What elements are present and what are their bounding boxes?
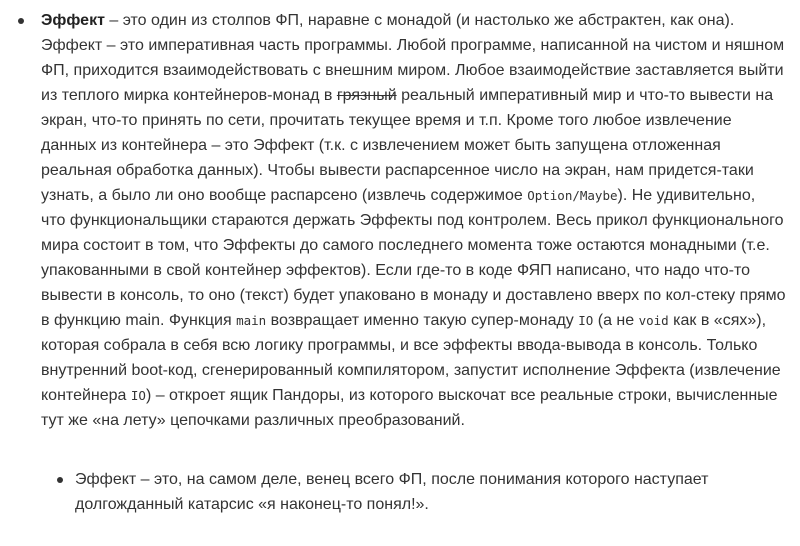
text-run: которая собрала в себя всю логику программы, и все эффекты ввода-вывода в консоль. Только	[41, 337, 758, 354]
inline-code: IO	[130, 388, 146, 403]
text-line	[75, 467, 795, 492]
text-run: реальная обработка данных). Чтобы вывести распарсенное число на экран, нам придется-таки	[41, 162, 754, 179]
text-line	[41, 133, 797, 158]
text-line	[41, 258, 797, 283]
text-run: (а не	[593, 312, 639, 329]
text-run: контейнера	[41, 387, 131, 404]
text-line	[41, 333, 797, 358]
text-line	[41, 383, 797, 408]
inline-code: void	[638, 313, 669, 328]
nested-bullet-list	[75, 467, 795, 517]
text-run: тут же «на лету» цепочками различных преобразований.	[41, 412, 465, 429]
text-run: Эффект – это императивная часть программы. Любой программе, написанной на чистом и няшном	[41, 37, 785, 54]
text-run: – это один из столпов ФП, наравне с монадой (и настолько же абстрактен, как она).	[104, 12, 735, 29]
bold-term: Эффект	[41, 12, 105, 29]
bullet-icon	[57, 477, 63, 483]
inline-code: Option/Maybe	[527, 188, 618, 203]
main-bullet-list	[41, 8, 797, 433]
text-line	[41, 108, 797, 133]
text-run: мира состоит в том, что Эффекты до самого последнего момента тоже остаются монадными (т.е.	[41, 237, 770, 254]
inline-code: main	[236, 313, 267, 328]
text-run: ФП, приходится взаимодействовать с внешним миром. Любое взаимодействие заставляется выйти	[41, 62, 784, 79]
text-line	[41, 283, 797, 308]
text-line	[41, 58, 797, 83]
bullet-icon	[18, 18, 24, 24]
text-line	[41, 33, 797, 58]
text-run: в функцию main. Функция	[41, 312, 237, 329]
inline-code: IO	[578, 313, 594, 328]
text-line	[41, 358, 797, 383]
text-run: ). Не удивительно,	[617, 187, 756, 204]
text-run: что функциональщики стараются держать Эффекты под контролем. Весь прикол функционального	[41, 212, 784, 229]
text-run: внутренний boot-код, сгенерированный компилятором, запустит исполнение Эффекта (извлечение	[41, 362, 781, 379]
text-run: как в «сях»),	[668, 312, 767, 329]
text-line	[75, 492, 795, 517]
text-run: узнать, а было ли оно вообще распарсено (извлечь содержимое	[41, 187, 528, 204]
paragraph-text	[75, 467, 795, 517]
text-run: возвращает именно такую супер-монаду	[266, 312, 579, 329]
text-line	[41, 408, 797, 433]
text-line	[41, 208, 797, 233]
text-line	[41, 158, 797, 183]
strikethrough-word: грязный	[336, 87, 397, 104]
text-run: данных из контейнера – это Эффект (т.к. с извлечением может быть запущена отложенная	[41, 137, 721, 154]
text-run: вывести в консоль, то оно (текст) будет упаковано в монаду и доставлено вверх по кол-стеку прямо	[41, 287, 786, 304]
text-line	[41, 183, 797, 208]
text-run: реальный императивный мир и что-то вывести на	[396, 87, 774, 104]
text-run: долгожданный катарсис «я наконец-то понял!».	[75, 496, 429, 513]
text-run: упакованными в свой контейнер эффектов). Если где-то в коде ФЯП написано, что надо что-то	[41, 262, 750, 279]
list-item-effect-crown	[75, 467, 795, 517]
text-line	[41, 83, 797, 108]
text-line	[41, 233, 797, 258]
text-run: ) – откроет ящик Пандоры, из которого выскочат все реальные строки, вычисленные	[145, 387, 778, 404]
text-line	[41, 8, 797, 33]
paragraph-text	[41, 8, 797, 433]
text-line	[41, 308, 797, 333]
text-run: экран, что-то принять по сети, прочитать текущее время и т.п. Кроме того любое извлечение	[41, 112, 732, 129]
text-run: из теплого мирка контейнеров-монад в	[41, 87, 337, 104]
text-run: Эффект – это, на самом деле, венец всего ФП, после понимания которого наступает	[75, 471, 709, 488]
list-item-effect-definition	[41, 8, 797, 433]
